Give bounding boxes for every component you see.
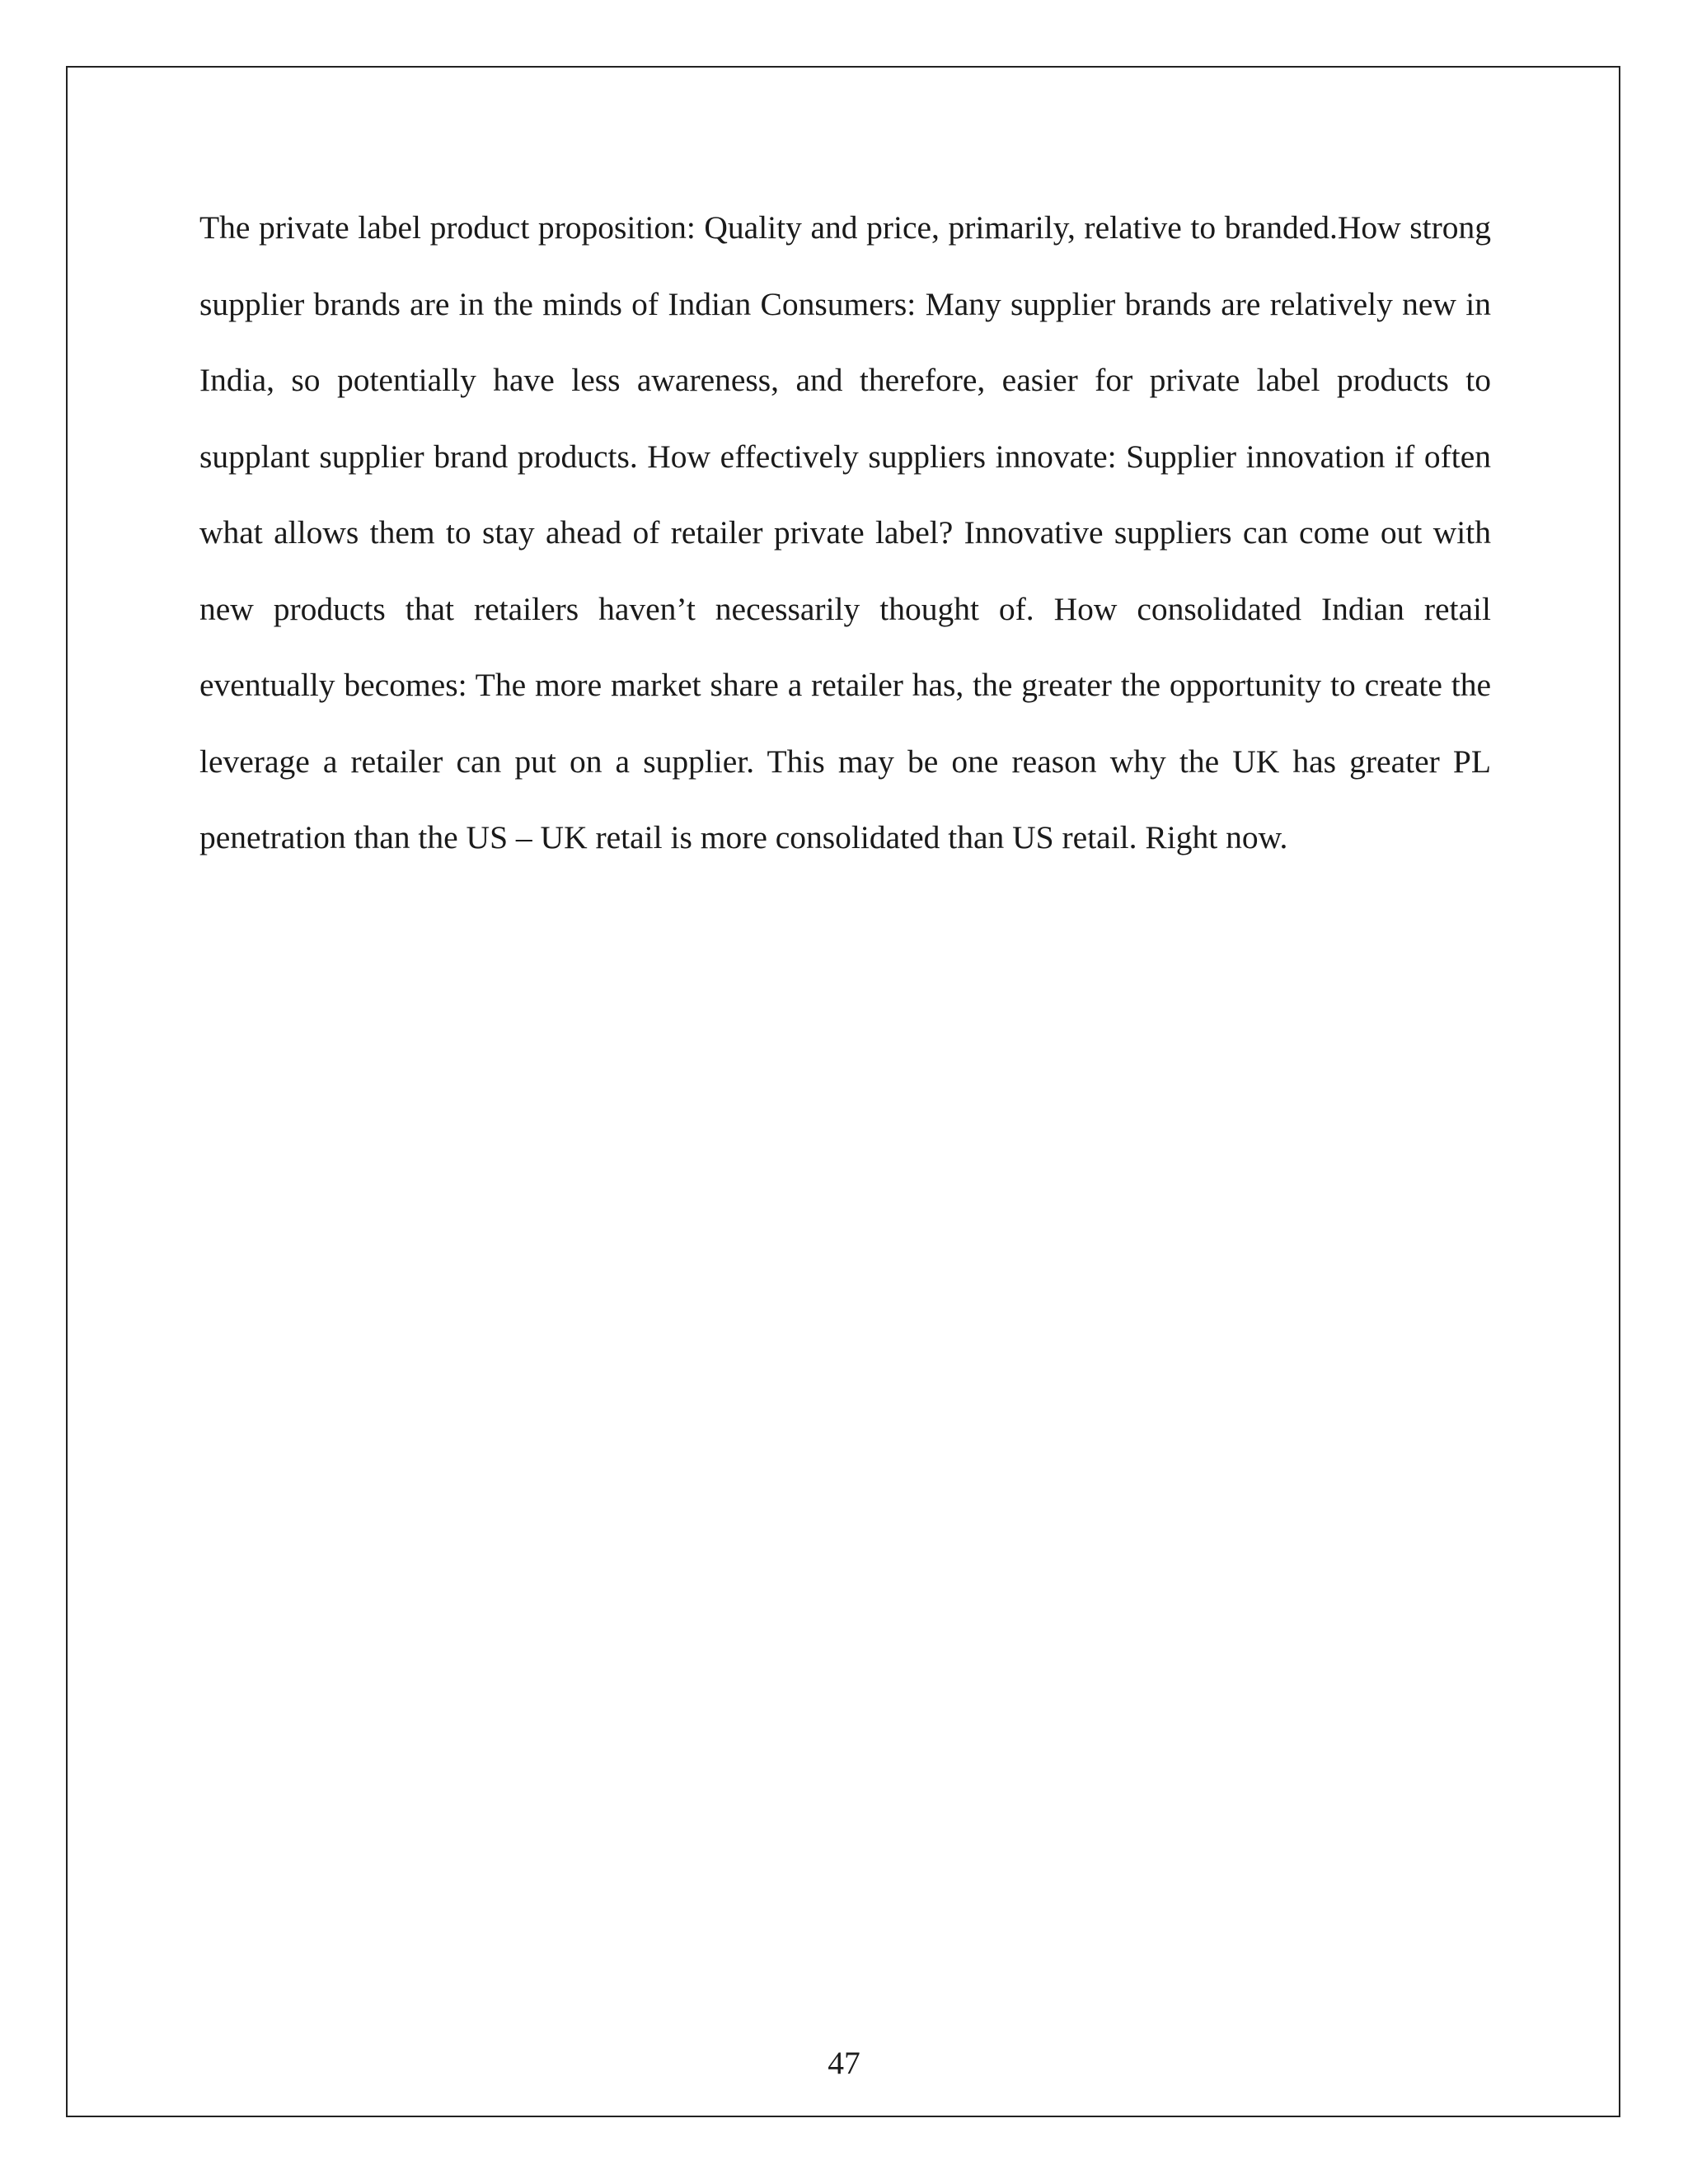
body-paragraph: The private label product proposition: Quality and price, primarily, relative to branded.How strong supplier brands are in the minds of Indian Consumers: Many supplier brands are relatively new in India, so potentially have less awareness, and therefore, easier for private label products to supplant supplier brand products. How effectively suppliers innovate: Supplier innovation if often what allows them to stay ahead of retailer private label? Innovative suppliers can come out with new products that retailers haven’t necessarily thought of. How consolidated Indian retail eventually becomes: The more market share a retailer has, the greater the opportunity to create the leverage a retailer can put on a supplier. This may be one reason why the UK has greater PL penetration than the US – UK retail is more consolidated than US retail. Right now. [199, 209, 1491, 855]
page-number: 47 [828, 2045, 860, 2081]
